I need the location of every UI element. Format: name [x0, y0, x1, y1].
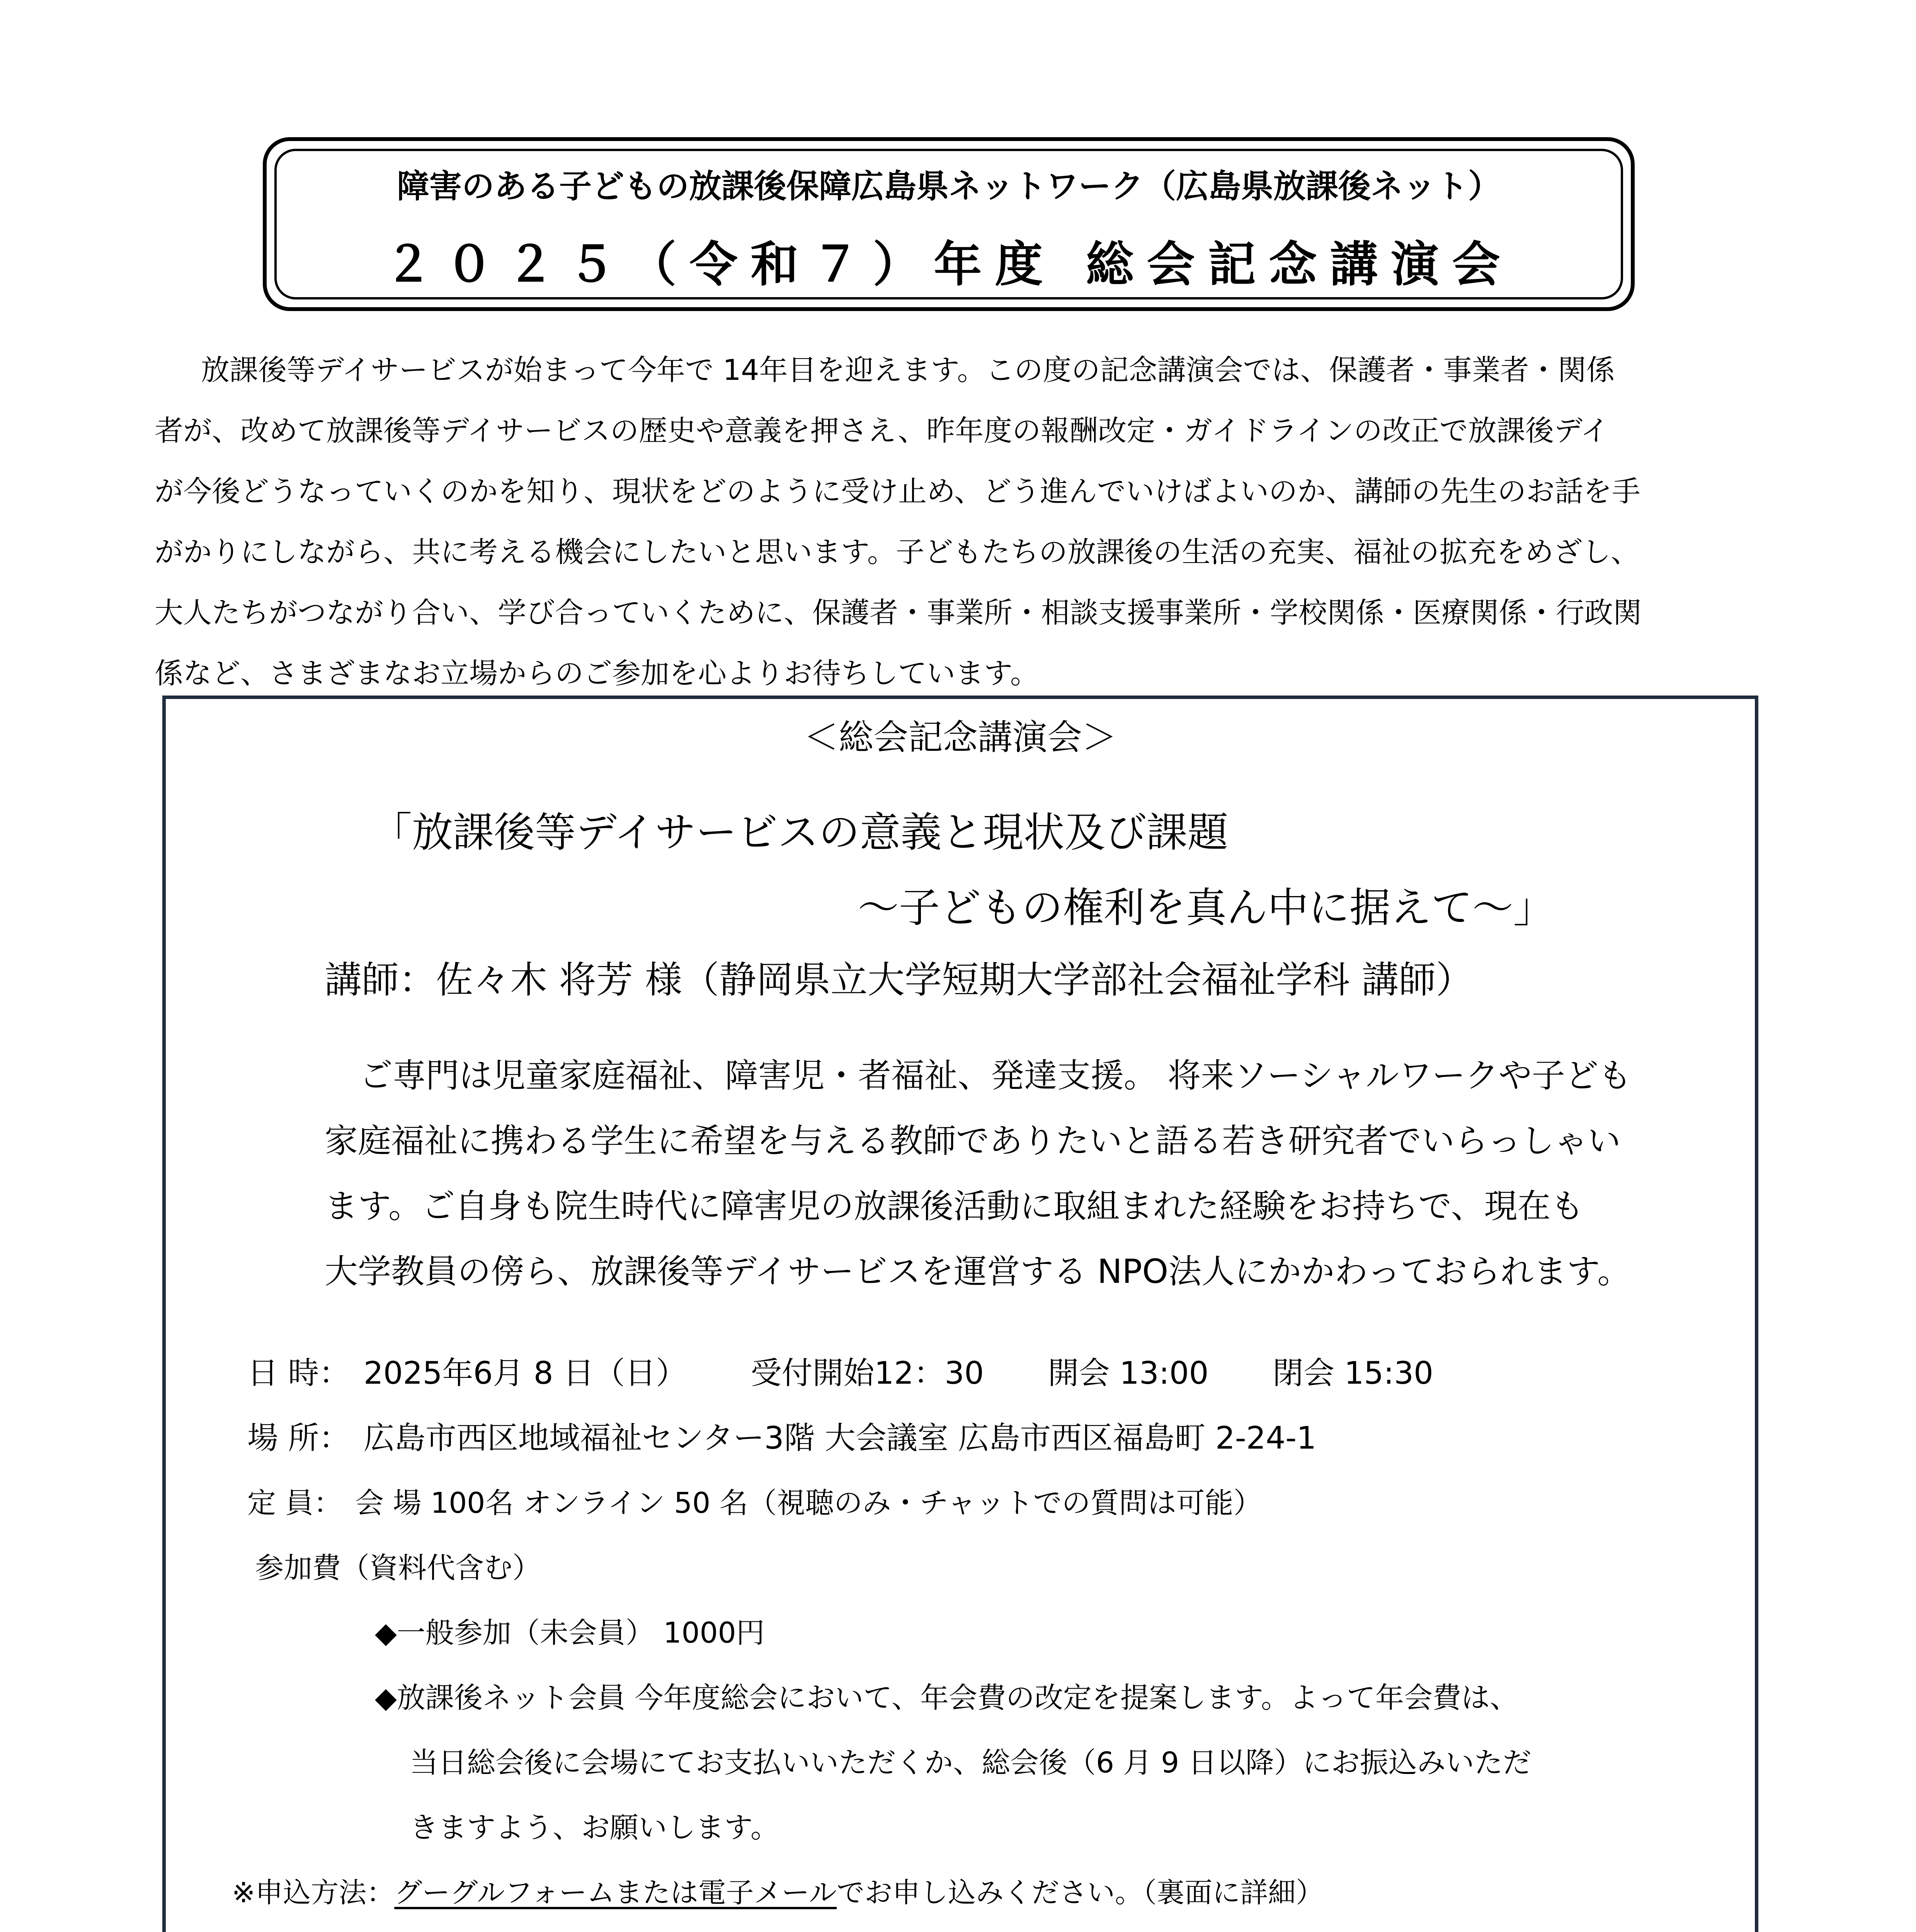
datetime-row — [247, 1341, 1531, 1406]
capacity-value: 会 場 100名 オンライン 50 名（視聴のみ・チャットでの質問は可能） — [355, 1486, 1262, 1520]
lecturer-info: 講師：佐々木 将芳 様（静岡県立大学短期大学部社会福祉学科 講師） — [325, 958, 1473, 1002]
intro-line: が今後どうなっていくのかを知り、現状をどのように受け止め、どう進んでいけばよいのか、講師の先生のお話を手 — [155, 475, 1641, 508]
date-label: 日 時： — [247, 1355, 350, 1391]
capacity-label: 定 員： — [247, 1486, 342, 1520]
intro-line: がかりにしながら、共に考える機会にしたいと思います。子どもたちの放課後の生活の充実、福祉の拡充をめざし、 — [155, 536, 1640, 569]
event-title: ２０２５（令和７）年度 総会記念講演会 — [384, 237, 1513, 293]
place-row — [247, 1406, 1531, 1471]
lecture-section-heading: ＜総会記念講演会＞ — [804, 717, 1117, 758]
event-details — [232, 1341, 1531, 1932]
intro-paragraph — [155, 340, 1762, 704]
fee-member-line3: きますよう、お願いします。 — [410, 1811, 779, 1844]
reception-time: 受付開始12：30 — [750, 1355, 984, 1391]
bio-line: 家庭福祉に携わる学生に希望を与える教師でありたいと語る若き研究者でいらっしゃい — [325, 1122, 1621, 1160]
fee-general: ◆一般参加（未会員） 1000円 — [375, 1616, 765, 1650]
deadline-row — [232, 1925, 1531, 1932]
lecturer-bio — [325, 1043, 1632, 1304]
open-time: 開会 13:00 — [1048, 1355, 1209, 1391]
intro-line: 者が、改めて放課後等デイサービスの歴史や意義を押さえ、昨年度の報酬改定・ガイドラインの改正で放課後デイ — [155, 414, 1609, 447]
apply-prefix: ※申込方法： — [232, 1876, 395, 1909]
apply-suffix: でお申し込みください。（裏面に詳細） — [837, 1876, 1324, 1909]
bio-line: ご専門は児童家庭福祉、障害児・者福祉、発達支援。 将来ソーシャルワークや子ども — [359, 1056, 1632, 1095]
organization-title: 障害のある子どもの放課後保障広島県ネットワーク（広島県放課後ネット） — [396, 167, 1501, 205]
apply-method-link[interactable]: グーグルフォームまたは電子メール — [394, 1876, 837, 1909]
intro-line: 放課後等デイサービスが始まって今年で 14年目を迎えます。この度の記念講演会では、保護者・事業者・関係 — [201, 354, 1615, 387]
bio-line: 大学教員の傍ら、放課後等デイサービスを運営する NPO法人にかかわっておられます。 — [325, 1252, 1631, 1291]
close-time: 閉会 15:30 — [1273, 1355, 1433, 1391]
date-value: 2025年6月 8 日（日） — [363, 1355, 687, 1391]
apply-method-row — [232, 1860, 1531, 1925]
fee-label: 参加費（資料代含む） — [255, 1551, 541, 1585]
capacity-row — [247, 1471, 1531, 1536]
intro-line: 係など、さまざまなお立場からのご参加を心よりお待ちしています。 — [155, 657, 1039, 690]
lecture-title-line2: ～子どもの権利を真ん中に据えて～」 — [858, 884, 1554, 932]
place-value: 広島市西区地域福祉センター3階 大会議室 広島市西区福島町 2-24-1 — [363, 1420, 1317, 1456]
place-label: 場 所： — [247, 1420, 350, 1456]
bio-line: ます。ご自身も院生時代に障害児の放課後活動に取組まれた経験をお持ちで、現在も — [325, 1187, 1584, 1226]
intro-line: 大人たちがつながり合い、学び合っていくために、保護者・事業所・相談支援事業所・学校関係・医療関係・行政関 — [155, 596, 1642, 629]
lecture-title-line1: 「放課後等デイサービスの意義と現状及び課題 — [371, 809, 1229, 856]
fee-member-line2: 当日総会後に会場にてお支払いいただくか、総会後（6 月 9 日以降）にお振込みいただ — [410, 1746, 1531, 1779]
fee-member-line1: ◆放課後ネット会員 今年度総会において、年会費の改定を提案します。よって年会費は、 — [375, 1681, 1519, 1714]
